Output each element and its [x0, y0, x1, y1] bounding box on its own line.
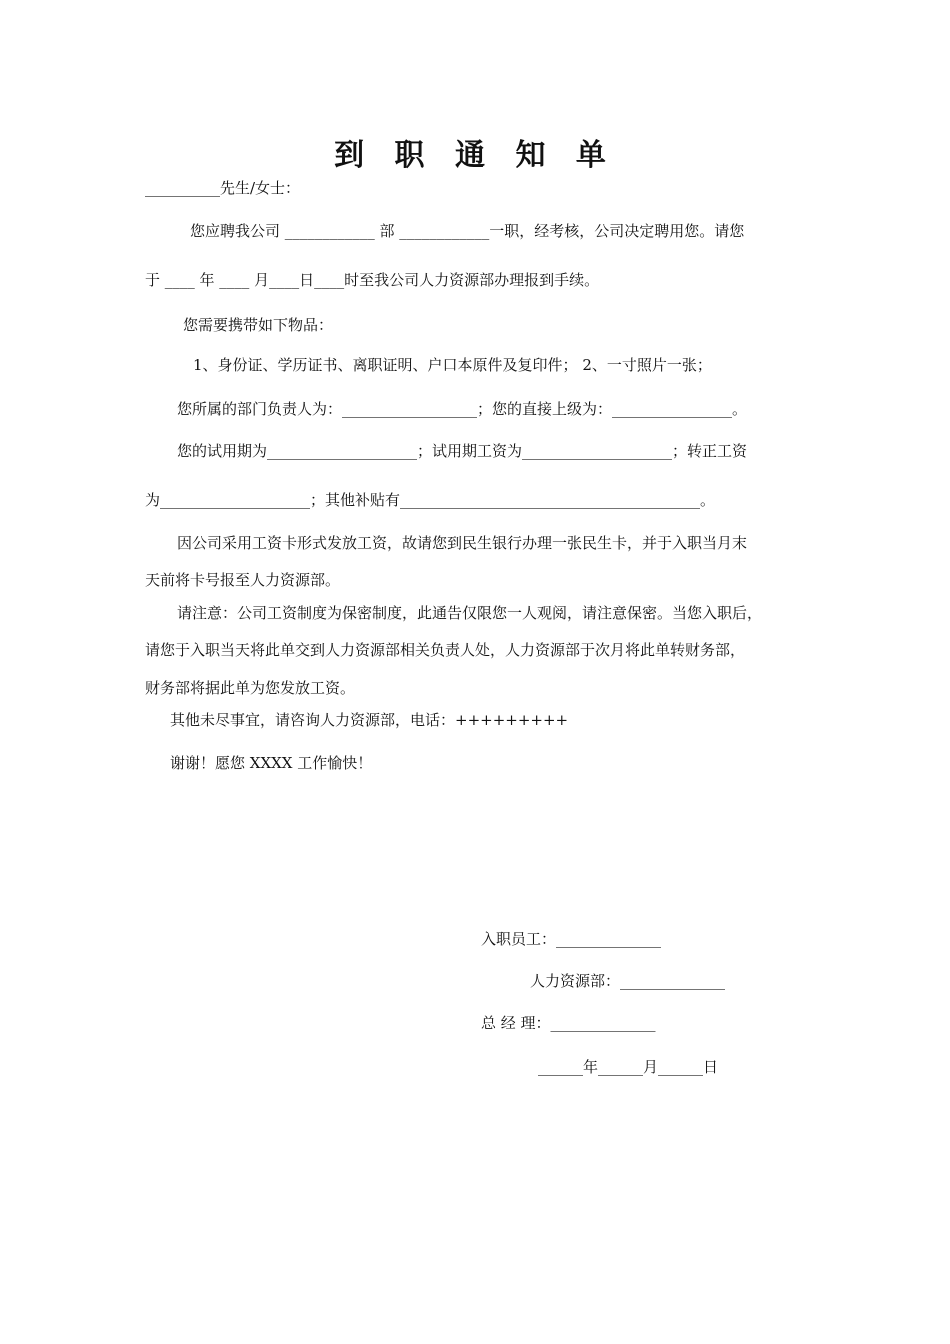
bank-line-1: 因公司采用工资卡形式发放工资，故请您到民生银行办理一张民生卡，并于入职当月末 — [177, 534, 748, 552]
contact-line: 其他未尽事宜，请咨询人力资源部，电话：+++++++++ — [170, 711, 569, 729]
notice-line-3: 财务部将据此单为您发放工资。 — [145, 679, 356, 697]
items-list: 1、身份证、学历证书、离职证明、户口本原件及复印件； 2、一寸照片一张； — [193, 356, 712, 374]
paragraph-1-line-1: 您应聘我公司 ____________ 部 ____________一职，经考核，公司决定聘用您。请您 — [190, 222, 745, 240]
signature-manager: 总 经 理：______________ — [481, 1014, 656, 1032]
signature-employee: 入职员工：______________ — [481, 930, 662, 948]
salutation: __________先生/女士： — [145, 179, 301, 197]
document-title: 到 职 通 知 单 — [334, 138, 616, 173]
bank-line-2: 天前将卡号报至人力资源部。 — [145, 571, 341, 589]
thanks-line: 谢谢！愿您 XXXX 工作愉快！ — [170, 754, 373, 772]
notice-line-2: 请您于入职当天将此单交到人力资源部相关负责人处，人力资源部于次月将此单转财务部， — [145, 641, 746, 659]
probation-line-2: 为____________________；其他补贴有________________________________________。 — [145, 491, 716, 509]
notice-line-1: 请注意：公司工资制度为保密制度，此通告仅限您一人观阅，请注意保密。当您入职后， — [177, 604, 763, 622]
probation-line-1: 您的试用期为____________________；试用期工资为____________________；转正工资 — [177, 442, 748, 460]
items-intro: 您需要携带如下物品： — [183, 316, 334, 334]
signature-date: ______年______月______日 — [538, 1058, 719, 1076]
paragraph-1-line-2: 于 ____ 年 ____ 月____日____时至我公司人力资源部办理报到手续。 — [145, 271, 600, 289]
supervisor-line: 您所属的部门负责人为：__________________；您的直接上级为：________________。 — [177, 400, 748, 418]
signature-hr: 人力资源部：______________ — [530, 972, 726, 990]
